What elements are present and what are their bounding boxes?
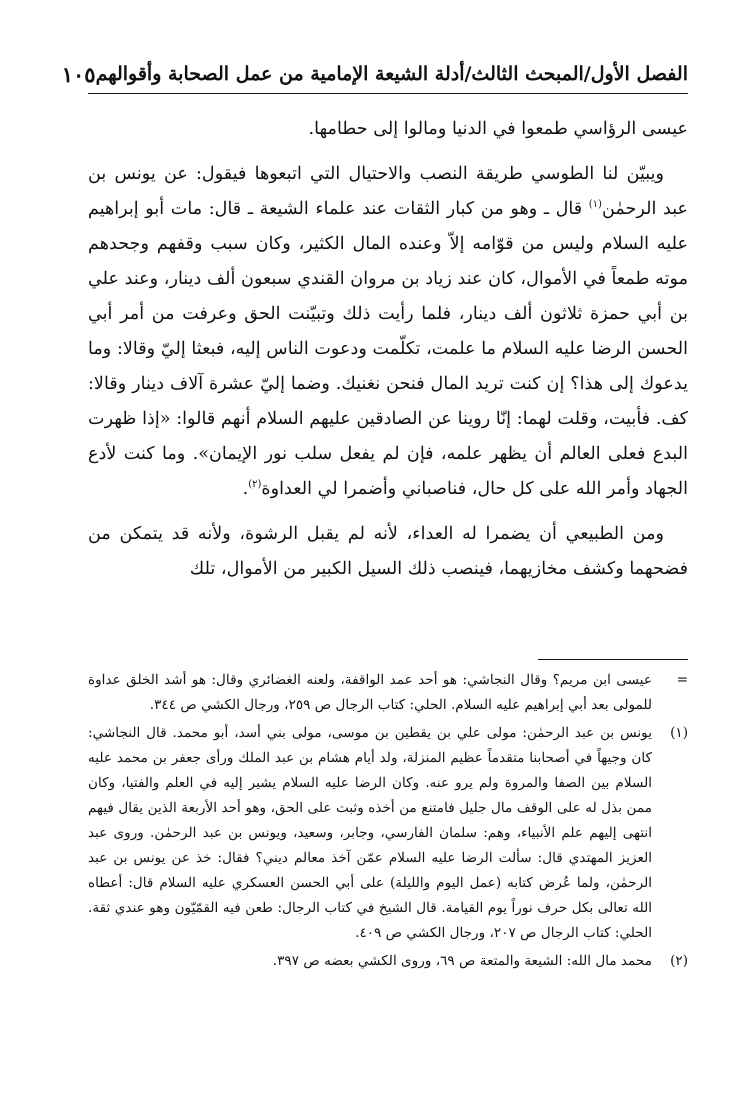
footnote-mark: (٢): [670, 953, 688, 969]
footnote-ref-2: (٢): [248, 479, 262, 491]
paragraph-1: عيسى الرؤاسي طمعوا في الدنيا ومالوا إلى حطامها.: [308, 119, 688, 139]
footnote-text: يونس بن عبد الرحمٰن: مولى علي بن يقطين بن موسى، مولى بني أسد، أبو محمد. قال النجاشي: كان وجيهاً في أصحابنا متقدماً عظيم المنزلة، ولد أيام هشام بن عبد الملك ورأى جعفر بن محمد عليه السلام بين الصفا والمروة ولم يرو عنه. وكان الرضا عليه السلام يشير إليه في العلم والفتيا، وكان ممن بذل له على الوقف مال جليل فامتنع من أخذه وثبت على الحق، وهو أحد الأربعة الذين يقال فيهم انتهى إليهم علم الأنبياء، وهم: سلمان الفارسي، وجابر، وسعيد، ويونس بن عبد الرحمٰن. وروى عبد العزيز المهتدي قال: سألت الرضا عليه السلام عمّن آخذ معالم ديني؟ فقال: خذ عن يونس بن عبد الرحمٰن، ولما عُرض كتابه (عمل اليوم والليلة) على أبي الحسن العسكري عليه السلام قال: أعطاه الله تعالى بكل حرف نوراً يوم القيامة. قال الشيخ في كتاب الرجال: طعن فيه القمّيّون وهو عندي ثقة. الحلي: كتاب الرجال ص ٢٠٧، ورجال الكشي ص ٤٠٩.: [88, 725, 652, 941]
paragraph-2: [88, 157, 688, 507]
footnotes: [88, 668, 688, 977]
footnote-2: [88, 949, 688, 974]
footnote-continued: [88, 668, 688, 718]
main-text: [88, 112, 688, 587]
paragraph-2-part-a: ويبيّن لنا الطوسي طريقة النصب والاحتيال التي اتبعوها فيقول: عن يونس بن عبد الرحمٰن: [88, 164, 689, 219]
paragraph-3: ومن الطبيعي أن يضمرا له العداء، لأنه لم يقبل الرشوة، ولأنه قد يتمكن من فضحهما وكشف مخازيهما، فينصب ذلك السيل الكبير من الأموال، تلك: [88, 524, 688, 579]
running-head: الفصل الأول/المبحث الثالث/أدلة الشيعة الإمامية من عمل الصحابة وأقوالهم: [95, 63, 688, 85]
page-header: [61, 55, 688, 94]
page-number: ١٠٥: [61, 61, 96, 87]
footnote-1: [88, 721, 688, 946]
footnote-text: محمد مال الله: الشيعة والمتعة ص ٦٩، وروى الكشي بعضه ص ٣٩٧.: [272, 953, 652, 969]
footnote-divider: [538, 659, 688, 660]
footnote-mark: (١): [670, 725, 688, 741]
footnote-mark: =: [676, 672, 688, 688]
paragraph-2-part-b: قال ـ وهو من كبار الثقات عند علماء الشيعة ـ قال: مات أبو إبراهيم عليه السلام وليس من قوّامه إلاّ وعنده المال الكثير، وكان سبب وقفهم وجحدهم موته طمعاً في الأموال، كان عند زياد بن مروان القندي سبعون ألف دينار، وعند علي بن أبي حمزة ثلاثون ألف دينار، فلما رأيت ذلك وتبيّنت الحق وعرفت من أمر أبي الحسن الرضا عليه السلام ما علمت، تكلّمت ودعوت الناس إليه، فبعثا إليّ وقالا: وما يدعوك إلى هذا؟ إن كنت تريد المال فنحن نغنيك. وضما إليّ عشرة آلاف دينار وقالا: كف. فأبيت، وقلت لهما: إنّا روينا عن الصادقين عليهم السلام أنهم قالوا: «إذا ظهرت البدع فعلى العالم أن يظهر علمه، فإن لم يفعل سلب نور الإيمان». وما كنت لأدع الجهاد وأمر الله على كل حال، فناصباني وأضمرا لي العداوة: [88, 199, 688, 499]
footnote-ref-1: (١): [588, 199, 602, 211]
paragraph-2-part-c: .: [242, 479, 249, 499]
footnote-text: عيسى ابن مريم؟ وقال النجاشي: هو أحد عمد الواقفة، ولعنه الغضائري وقال: هو أشد الخلق عداوة للمولى بعد أبي إبراهيم عليه السلام. الحلي: كتاب الرجال ص ٢٥٩، ورجال الكشي ص ٣٤٤.: [88, 672, 652, 713]
